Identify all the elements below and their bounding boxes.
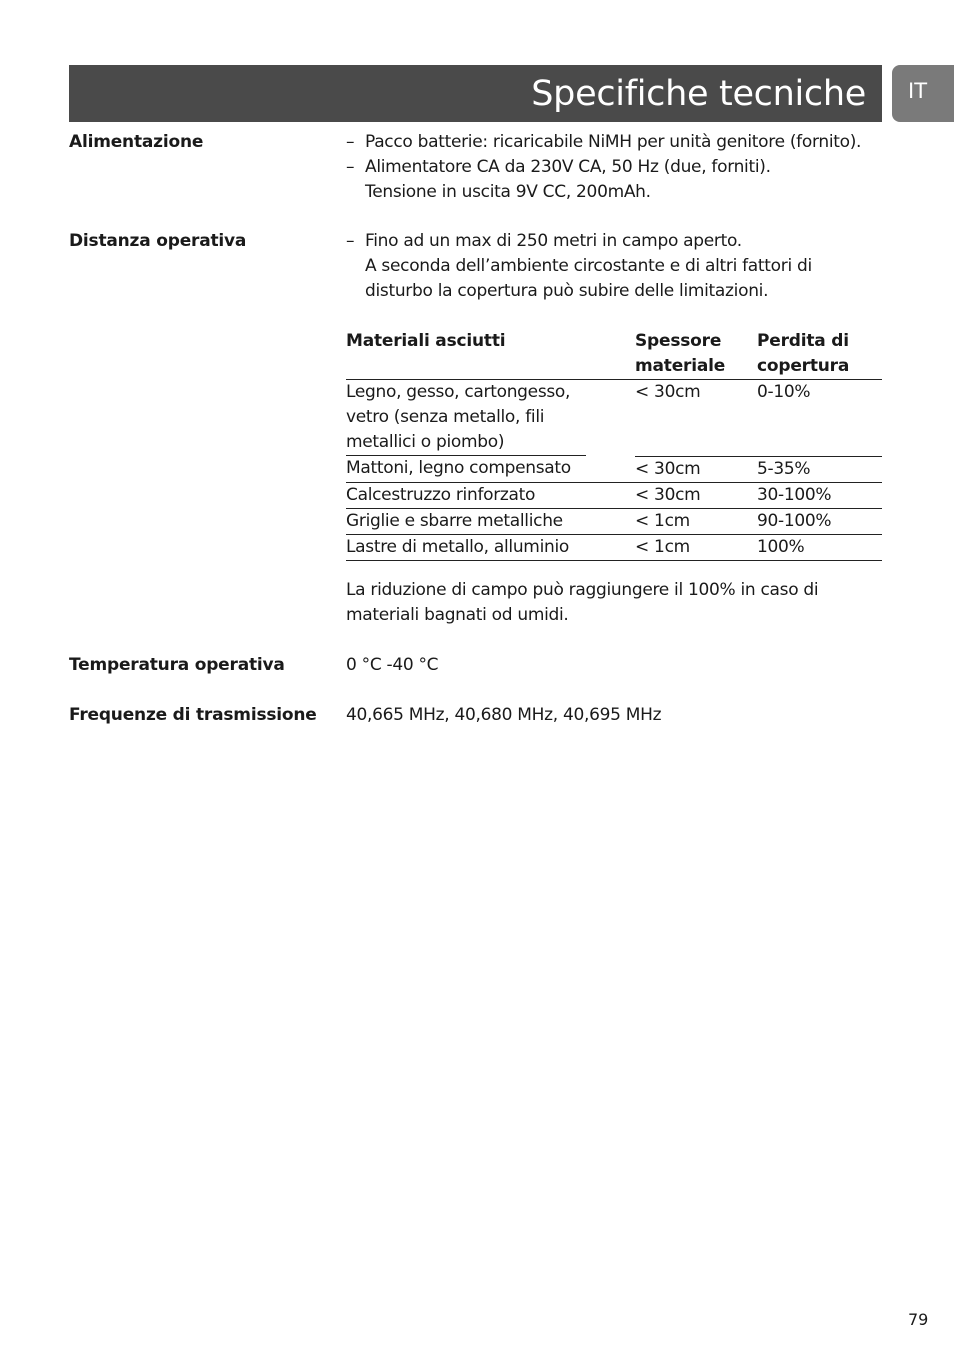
- bullet-dash: –: [346, 132, 355, 152]
- power-item-adapter-text: Alimentatore CA da 230V CA, 50 Hz (due, forniti).: [365, 157, 771, 177]
- cell-material: Mattoni, legno compensato: [346, 456, 635, 482]
- table-row: [346, 482, 882, 508]
- cell-material: Griglie e sbarre metalliche: [346, 508, 635, 534]
- power-item-battery-text: Pacco batterie: ricaricabile NiMH per unità genitore (fornito).: [365, 132, 862, 152]
- header-thickness: Spessore materiale: [635, 329, 757, 380]
- materials-table: [346, 329, 882, 561]
- bullet-dash: –: [346, 231, 355, 251]
- table-row: [346, 508, 882, 534]
- cell-loss: 30-100%: [757, 482, 882, 508]
- spec-label-frequencies: Frequenze di trasmissione: [69, 705, 317, 725]
- cell-thickness: < 30cm: [635, 456, 757, 482]
- range-note-line-2: materiali bagnati od umidi.: [346, 605, 569, 625]
- table-row: [346, 456, 882, 482]
- range-line-3: disturbo la copertura può subire delle limitazioni.: [365, 281, 769, 301]
- cell-thickness: < 30cm: [635, 482, 757, 508]
- page-title: Specifiche tecniche: [531, 74, 866, 114]
- spec-label-power: Alimentazione: [69, 132, 204, 152]
- spec-label-temperature: Temperatura operativa: [69, 655, 285, 675]
- language-tab: [892, 65, 954, 122]
- cell-loss: 0-10%: [757, 380, 882, 457]
- cell-loss: 5-35%: [757, 456, 882, 482]
- frequencies-value: 40,665 MHz, 40,680 MHz, 40,695 MHz: [346, 705, 662, 725]
- table-header-row: [346, 329, 882, 380]
- cell-thickness: < 30cm: [635, 380, 757, 457]
- cell-thickness: < 1cm: [635, 534, 757, 560]
- language-tab-label: IT: [908, 79, 928, 103]
- page-number: 79: [908, 1310, 929, 1329]
- range-line-1: Fino ad un max di 250 metri in campo aperto.: [365, 231, 742, 251]
- cell-loss: 100%: [757, 534, 882, 560]
- range-line-2: A seconda dell’ambiente circostante e di altri fattori di: [365, 256, 812, 276]
- cell-material: Lastre di metallo, alluminio: [346, 534, 635, 560]
- header-loss: Perdita di copertura: [757, 329, 882, 380]
- cell-material: Calcestruzzo rinforzato: [346, 482, 635, 508]
- table-row: [346, 380, 882, 457]
- power-item-adapter: [346, 155, 866, 205]
- temperature-value: 0 °C -40 °C: [346, 655, 439, 675]
- range-item: [346, 229, 866, 304]
- power-item-battery: [346, 130, 866, 155]
- spec-label-range: Distanza operativa: [69, 231, 247, 251]
- title-bar: [69, 65, 882, 122]
- bullet-dash: –: [346, 157, 355, 177]
- header-material: Materiali asciutti: [346, 329, 635, 380]
- cell-loss: 90-100%: [757, 508, 882, 534]
- power-item-output-text: Tensione in uscita 9V CC, 200mAh.: [365, 182, 651, 202]
- cell-material: Legno, gesso, cartongesso, vetro (senza metallo, fili metallici o piombo): [346, 380, 586, 456]
- cell-thickness: < 1cm: [635, 508, 757, 534]
- table-row: [346, 534, 882, 560]
- range-note-line-1: La riduzione di campo può raggiungere il 100% in caso di: [346, 580, 819, 600]
